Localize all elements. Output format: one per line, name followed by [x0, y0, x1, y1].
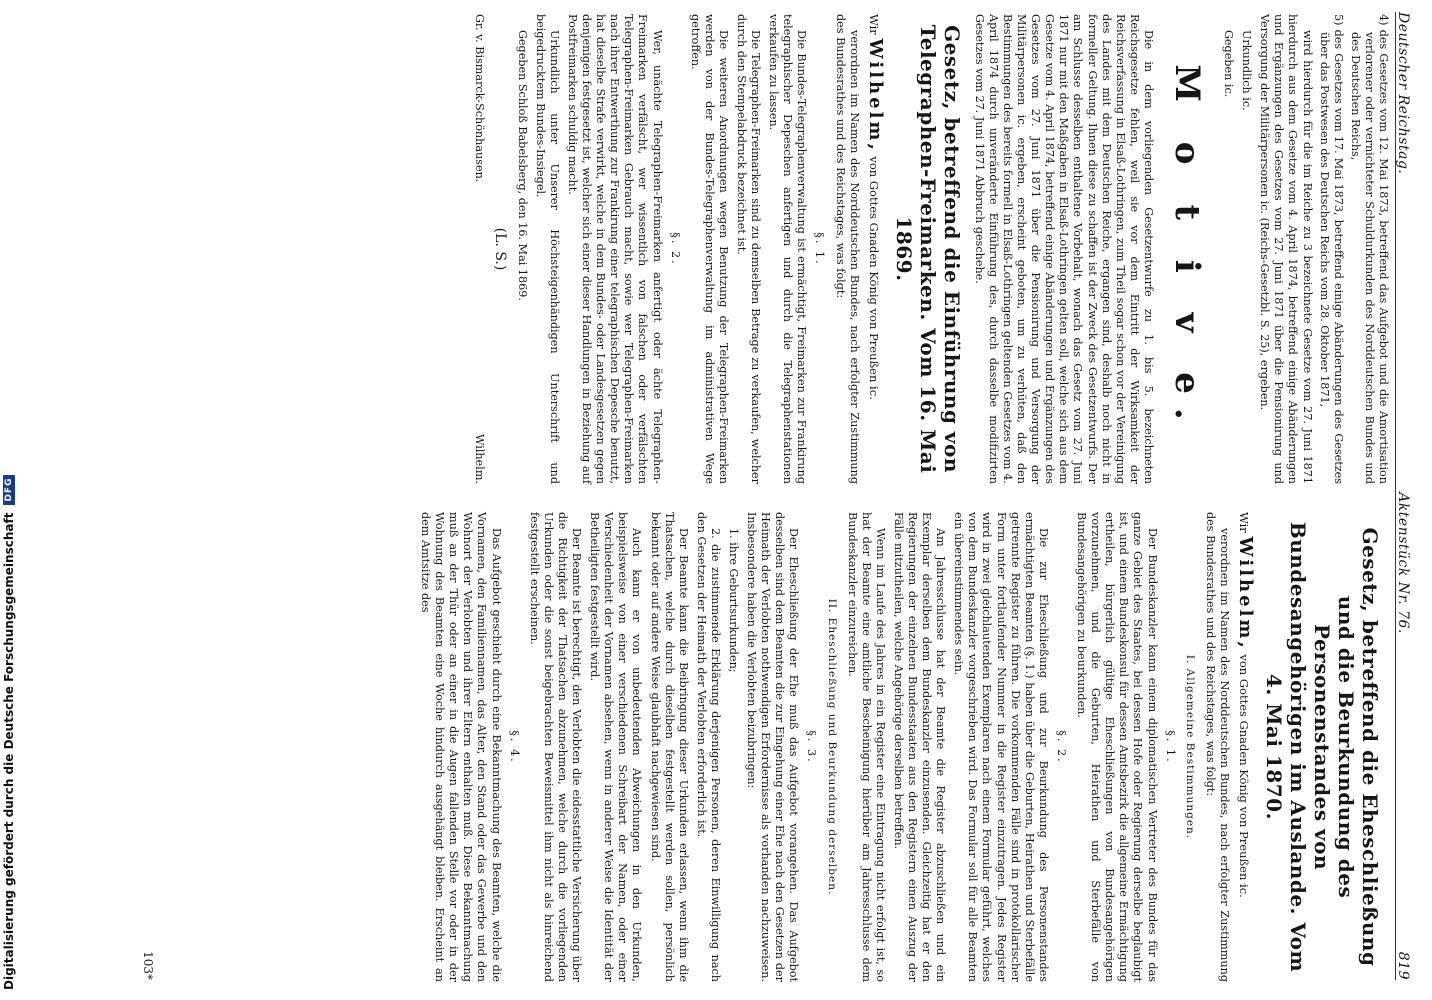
motive-paragraph: Die in dem vorliegenden Gesetzentwurfe zu 1. bis 5. bezeichneten Reichsgesetze fehlen, weil sie vor dem Eintritt der Wirksamkeit der Reichsverfassung in Elsaß-Lothringen, zum Theil sogar schon vor der Vereinigung des Landes mit dem Deutschen Reiche, ergangen sind, deshalb noch nicht in formeller Geltung. Ihnen diese zu schaffen ist der Zweck des Gesetzentwurfs. Der am Schlusse desselben enthaltene Vorbehalt, wonach das Gesetz vom 27. Juni 1871 nur mit den Maßgaben in Elsaß-Lothringen gelten soll, welche sich aus dem Gesetze vom 4. April 1874, betreffend einige Abänderungen und Ergänzungen des Gesetzes vom 27. Juni 1871 über die Pensionirung und Versorgung der Militärpersonen ic. ergeben, erscheint geboten, um zu verhüten, daß den Bestimmungen des bereits formell in Elsaß-Lothringen geltenden Gesetzes vom 4. April 1874 durch unveränderte Einführung des, durch dasselbe modifizirten Gesetzes vom 27. Juni 1871 Abbruch geschehe.	[972, 14, 1155, 484]
verordnen-paragraph: verordnen im Namen des Norddeutschen Bundes, nach erfolgter Zustimmung des Bundesrathes und des Reichstages, was folgt:	[833, 14, 861, 484]
chancellor-signature: Gr. v. Bismarck-Schönhausen.	[473, 14, 487, 183]
running-head	[1395, 12, 1416, 980]
verordnen-paragraph: verordnen im Namen des Norddeutschen Bundes, nach erfolgter Zustimmung des Bundesrathes und des Reichstages, was folgt:	[1203, 512, 1231, 982]
column-right	[414, 512, 1390, 982]
paragraph-2: Die zur Eheschließung und zur Beurkundung des Personenstandes ermächtigten Beamten (§. 1.) haben über die Geburten, Heirathen und Sterbefälle getrennte Register zu führen. Die vorkommenden Fälle sind in protokollarischer Form unter fortlaufender Nummer in die Register einzutragen. Jedes Register wird in zwei gleichlautenden Exemplaren nach einem Formular geführt, welches von dem Bundeskanzler vorgeschrieben wird. Das Formular soll für alle Beamten ein übereinstimmendes sein.	[952, 512, 1050, 982]
list-item: 1. ihre Geburtsurkunden;	[727, 528, 740, 673]
section-heading: II. Eheschließung und Beurkundung derselben.	[825, 598, 838, 896]
paragraph-3: Der Eheschließung der Ehe muß das Aufgebot vorangehen. Das Aufgebot desselben sind dem Beamten die zur Eingehung einer Ehe nach den Gesetzen der Heimath der Verlobten nothwendigen Erfordernisse als vorhanden nachzuweisen. Insbesondere haben die Verlobten beizubringen:	[745, 512, 801, 982]
paragraph-4: Das Aufgebot geschieht durch eine Bekanntmachung des Beamten, welche die Vornamen, den Familiennamen, das Alter, den Stand oder das Gewerbe und den Wohnort der Verlobten und ihrer Eltern enthalten muß. Diese Bekanntmachung muß an der Thür oder an einer in die Augen fallenden Stelle vor oder in der Wohnung des Beamten eine Woche hindurch ausgehängt bleiben. Erscheint an dem Amtsitze des	[419, 512, 503, 982]
king-signature: Wilhelm.	[473, 433, 487, 484]
paragraph-2b: Am Jahresschlusse hat der Beamte die Register abzuschließen und ein Exemplar derselben dem Bundeskanzler einzusenden. Gleichzeitig hat er den Regierungen der einzelnen Bundesstaaten aus den Registern einen Auszug der Fälle mitzutheilen, welche Angehörige derselben betreffen.	[891, 512, 948, 982]
paragraph-3b: Der Beamte kann die Beibringung dieser Urkunden erlassen, wenn ihm die Thatsachen, welche durch dieselben festgestellt werden sollen, persönlich bekannt oder auf andere Weise glaubhaft nachgewiesen sind.	[648, 512, 690, 982]
document-page	[135, 0, 1420, 1000]
paragraph-number: §. 2.	[668, 232, 682, 266]
urkundlich-line: Urkundlich unter Unserer Höchsteigenhändigen Unterschrift und beigedrucktem Bundes-Insiegel.	[533, 14, 561, 484]
paragraph-1: Der Bundeskanzler kann einem diplomatischen Vertreter des Bundes für das ganze Gebiet des Staates, bei dessen Hofe oder Regierung derselbe beglaubigt ist, und einem Bundeskonsul für dessen Amtsbezirk die allgemeine Ermächtigung ertheilen, bürgerlich gültige Eheschließungen von Bundesangehörigen vorzunehmen, und die Geburten, Heirathen und Sterbefälle von Bundesangehörigen zu beurkunden.	[1075, 512, 1159, 982]
paragraph-number: §. 1.	[813, 232, 827, 266]
running-head-center: Aktenstück Nr. 76.	[1395, 492, 1412, 634]
paragraph-number: §. 1.	[1163, 730, 1177, 764]
gegeben-line: Gegeben Schloß Babelsberg, den 16. Mai 1869.	[515, 30, 529, 301]
column-left	[472, 14, 1390, 484]
signature-mark: 103*	[141, 951, 156, 980]
monarch-title: von Gottes Gnaden König von Preußen ic.	[866, 156, 881, 400]
wir-prefix: Wir	[866, 14, 881, 35]
seal-mark: (L. S.)	[491, 227, 508, 271]
digitization-credit	[2, 0, 16, 990]
list-item: 2. die zustimmende Erklärung derjenigen Personen, deren Einwilligung nach den Gesetzen der Heimath der Verlobten erforderlich ist.	[694, 512, 722, 982]
digitization-strip	[0, 0, 22, 1000]
monarch-title: von Gottes Gnaden König von Preußen ic.	[1237, 654, 1251, 898]
signatures	[472, 14, 486, 484]
paragraph-number: §. 3.	[805, 730, 819, 764]
law-title: Gesetz, betreffend die Einführung von Telegraphen-Freimarken. Vom 16. Mai 1869.	[891, 24, 964, 474]
paragraph-number: §. 2.	[1054, 730, 1068, 764]
paragraph-3c: Auch kann er von unbedeutenden Abweichungen in den Urkunden, beispielsweise von einer verschiedenen Schreibart der Namen, oder einer Verschiedenheit der Vornamen absehen, wenn in anderer Weise die Identität der Betheiligten festgestellt wird.	[588, 512, 644, 982]
wir-prefix: Wir	[1237, 512, 1251, 533]
closing-line: Urkundlich ic.	[1240, 30, 1254, 111]
section-heading: I. Allgemeine Bestimmungen.	[1183, 654, 1196, 840]
enactment-clause	[1235, 512, 1256, 982]
paragraph-3d: Der Beamte ist berechtigt, den Verlobten die eidesstattliche Versicherung über die Richtigkeit der Thatsachen abzunehmen, welche durch die vorliegenden Urkunden oder die sonst beigebrachten Beweismittel ihm nicht als hinreichend festgestellt erscheinen.	[527, 512, 584, 982]
intro-paragraph: wird hierdurch für die im Reiche zu 3 bezeichnete Gesetze vom 27. Juni 1871 hierdurch aus dem Gesetze vom 4. April 1874, betreffend einige Abänderungen und Ergänzungen des Gesetzes vom 27. Juni 1871 über die Pensionirung und Versorgung der Militärpersonen ic. (Reichs-Gesetzbl. S. 25), ergeben.	[1258, 14, 1314, 484]
paragraph-1: Die Bundes-Telegraphenverwaltung ist ermächtigt, Freimarken zur Frankirung telegraphischer Depeschen anfertigen und durch die Telegraphenstationen verkaufen zu lassen.	[767, 14, 809, 484]
running-head-left: Deutscher Reichstag.	[1395, 12, 1412, 175]
credit-text: Digitalisierung gefördert durch die Deutsche Forschungsgemeinschaft	[2, 512, 16, 990]
given-line: Gegeben ic.	[1222, 30, 1236, 98]
law-title: Gesetz, betreffend die Eheschließung und die Beurkundung des Personenstandes von Bundesangehörigen im Auslande. Vom 4. Mai 1870.	[1262, 521, 1382, 973]
paragraph-1c: Die weiteren Anordnungen wegen Benutzung der Telegraphen-Freimarken werden von der Bundes-Telegraphenverwaltung im administrativen Wege getroffen.	[688, 14, 730, 484]
monarch-name: Wilhelm,	[1235, 536, 1256, 651]
paragraph-number: §. 4.	[507, 730, 521, 764]
enactment-clause	[864, 14, 886, 484]
list-item: 5) des Gesetzes vom 17. Mai 1873, betreffend einige Abänderungen des Gesetzes über das Postwesen des Deutschen Reichs vom 28. Oktober 1871,	[1317, 14, 1345, 484]
paragraph-2: Wer, unächte Telegraphen-Freimarken anfertigt oder ächte Telegraphen-Freimarken verfälscht, wer wissentlich von falschen oder verfälschten Telegraphen-Freimarken Gebrauch macht, sowie wer Telegraphen-Freimarken nach ihrer Entwerthung zur Frankirung einer telegraphischen Depesche benutzt, hat dieselbe Strafe verwirkt, welche in dem Bundes- oder Landesgesetzen gegen denjenigen festgesetzt ist, welcher sich einer dieser Handlungen in Beziehung auf Postfreimarken schuldig macht.	[565, 14, 664, 484]
paragraph-1b: Die Telegraphen-Freimarken sind zu demselben Betrage zu verkaufen, welcher durch den Stempelabdruck bezeichnet ist.	[735, 14, 763, 484]
dfg-logo: DFG	[3, 475, 15, 505]
monarch-name: Wilhelm,	[864, 38, 886, 153]
paragraph-2c: Wenn im Laufe des Jahres in ein Register eine Eintragung nicht erfolgt ist, so hat der Beamte eine amtliche Bescheinigung hierüber am Jahresschlusse dem Bundeskanzler einzureichen.	[845, 512, 887, 982]
page-number: 819	[1395, 951, 1412, 980]
motive-heading: M o t i v e.	[1166, 64, 1207, 434]
list-item: 4) des Gesetzes vom 12. Mai 1873, betreffend das Aufgebot und die Amortisation verlorener oder vernichteter Schuldurkunden des Norddeutschen Bundes und des Deutschen Reichs,	[1348, 14, 1390, 484]
